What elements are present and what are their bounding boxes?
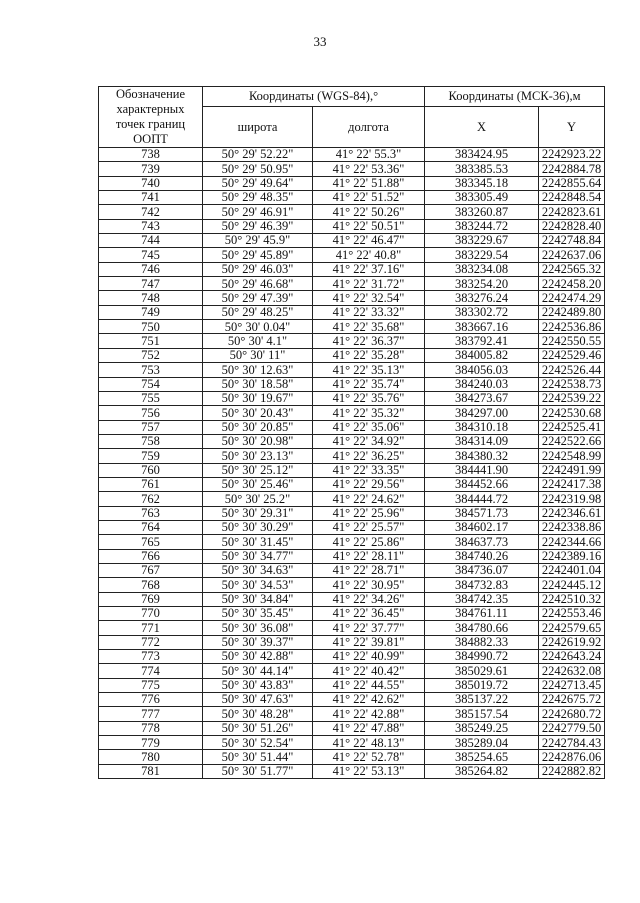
- cell-longitude: 41° 22' 33.35": [313, 463, 425, 477]
- cell-x: 384441.90: [425, 463, 539, 477]
- cell-point-id: 775: [99, 678, 203, 692]
- cell-x: 383667.16: [425, 320, 539, 334]
- cell-latitude: 50° 30' 36.08": [203, 621, 313, 635]
- cell-longitude: 41° 22' 47.88": [313, 721, 425, 735]
- table-row: [99, 549, 605, 563]
- cell-latitude: 50° 30' 12.63": [203, 363, 313, 377]
- cell-point-id: 779: [99, 736, 203, 750]
- cell-y: 2242536.86: [539, 320, 605, 334]
- cell-point-id: 774: [99, 664, 203, 678]
- cell-latitude: 50° 30' 25.12": [203, 463, 313, 477]
- table-row: [99, 219, 605, 233]
- cell-point-id: 739: [99, 162, 203, 176]
- cell-longitude: 41° 22' 36.45": [313, 607, 425, 621]
- cell-longitude: 41° 22' 34.26": [313, 592, 425, 606]
- table-row: [99, 492, 605, 506]
- cell-y: 2242489.80: [539, 305, 605, 319]
- cell-longitude: 41° 22' 37.16": [313, 262, 425, 276]
- cell-latitude: 50° 29' 45.89": [203, 248, 313, 262]
- cell-x: 384380.32: [425, 449, 539, 463]
- cell-x: 385264.82: [425, 764, 539, 778]
- cell-x: 384005.82: [425, 348, 539, 362]
- cell-x: 384056.03: [425, 363, 539, 377]
- cell-x: 385254.65: [425, 750, 539, 764]
- cell-longitude: 41° 22' 32.54": [313, 291, 425, 305]
- cell-latitude: 50° 29' 47.39": [203, 291, 313, 305]
- table-row: [99, 563, 605, 577]
- cell-y: 2242525.41: [539, 420, 605, 434]
- cell-latitude: 50° 29' 52.22": [203, 148, 313, 162]
- cell-latitude: 50° 30' 29.31": [203, 506, 313, 520]
- cell-x: 383792.41: [425, 334, 539, 348]
- cell-x: 383260.87: [425, 205, 539, 219]
- cell-latitude: 50° 30' 51.77": [203, 764, 313, 778]
- cell-x: 384761.11: [425, 607, 539, 621]
- table-row: [99, 348, 605, 362]
- cell-y: 2242319.98: [539, 492, 605, 506]
- cell-longitude: 41° 22' 31.72": [313, 277, 425, 291]
- cell-point-id: 738: [99, 148, 203, 162]
- cell-y: 2242876.06: [539, 750, 605, 764]
- cell-point-id: 744: [99, 234, 203, 248]
- header-point-designation: Обозначение характерных точек границ ООПТ: [99, 87, 203, 148]
- cell-longitude: 41° 22' 35.13": [313, 363, 425, 377]
- cell-y: 2242643.24: [539, 650, 605, 664]
- cell-latitude: 50° 30' 25.46": [203, 477, 313, 491]
- cell-x: 384780.66: [425, 621, 539, 635]
- cell-point-id: 745: [99, 248, 203, 262]
- table-row: [99, 391, 605, 405]
- cell-y: 2242855.64: [539, 176, 605, 190]
- table-row: [99, 750, 605, 764]
- cell-y: 2242401.04: [539, 563, 605, 577]
- cell-y: 2242417.38: [539, 477, 605, 491]
- cell-x: 384732.83: [425, 578, 539, 592]
- cell-point-id: 773: [99, 650, 203, 664]
- cell-latitude: 50° 30' 43.83": [203, 678, 313, 692]
- cell-point-id: 751: [99, 334, 203, 348]
- cell-point-id: 742: [99, 205, 203, 219]
- cell-latitude: 50° 30' 51.26": [203, 721, 313, 735]
- cell-longitude: 41° 22' 40.8": [313, 248, 425, 262]
- cell-x: 383385.53: [425, 162, 539, 176]
- cell-point-id: 740: [99, 176, 203, 190]
- cell-x: 384310.18: [425, 420, 539, 434]
- cell-x: 385029.61: [425, 664, 539, 678]
- cell-x: 383276.24: [425, 291, 539, 305]
- cell-point-id: 757: [99, 420, 203, 434]
- header-x: X: [425, 107, 539, 148]
- cell-y: 2242389.16: [539, 549, 605, 563]
- cell-point-id: 754: [99, 377, 203, 391]
- cell-latitude: 50° 29' 48.25": [203, 305, 313, 319]
- table-row: [99, 621, 605, 635]
- cell-point-id: 771: [99, 621, 203, 635]
- cell-y: 2242445.12: [539, 578, 605, 592]
- table-header: [99, 87, 605, 148]
- cell-point-id: 750: [99, 320, 203, 334]
- cell-longitude: 41° 22' 36.25": [313, 449, 425, 463]
- header-longitude: долгота: [313, 107, 425, 148]
- cell-point-id: 753: [99, 363, 203, 377]
- cell-y: 2242637.06: [539, 248, 605, 262]
- cell-point-id: 758: [99, 434, 203, 448]
- cell-latitude: 50° 30' 0.04": [203, 320, 313, 334]
- cell-y: 2242882.82: [539, 764, 605, 778]
- cell-longitude: 41° 22' 28.71": [313, 563, 425, 577]
- table-row: [99, 191, 605, 205]
- page-number: 33: [313, 34, 327, 49]
- cell-y: 2242579.65: [539, 621, 605, 635]
- cell-y: 2242553.46: [539, 607, 605, 621]
- cell-latitude: 50° 30' 34.53": [203, 578, 313, 592]
- table-row: [99, 248, 605, 262]
- cell-point-id: 767: [99, 563, 203, 577]
- cell-longitude: 41° 22' 25.57": [313, 520, 425, 534]
- cell-point-id: 748: [99, 291, 203, 305]
- cell-latitude: 50° 30' 11": [203, 348, 313, 362]
- cell-point-id: 766: [99, 549, 203, 563]
- cell-point-id: 768: [99, 578, 203, 592]
- cell-y: 2242530.68: [539, 406, 605, 420]
- cell-longitude: 41° 22' 40.42": [313, 664, 425, 678]
- cell-x: 383244.72: [425, 219, 539, 233]
- table-row: [99, 277, 605, 291]
- cell-point-id: 761: [99, 477, 203, 491]
- cell-longitude: 41° 22' 55.3": [313, 148, 425, 162]
- cell-point-id: 755: [99, 391, 203, 405]
- table-row: [99, 736, 605, 750]
- cell-latitude: 50° 30' 34.84": [203, 592, 313, 606]
- cell-x: 383234.08: [425, 262, 539, 276]
- cell-point-id: 762: [99, 492, 203, 506]
- cell-x: 383302.72: [425, 305, 539, 319]
- cell-latitude: 50° 30' 34.63": [203, 563, 313, 577]
- table-row: [99, 176, 605, 190]
- cell-point-id: 778: [99, 721, 203, 735]
- cell-latitude: 50° 29' 46.03": [203, 262, 313, 276]
- cell-x: 383229.54: [425, 248, 539, 262]
- cell-x: 385019.72: [425, 678, 539, 692]
- cell-x: 385249.25: [425, 721, 539, 735]
- cell-x: 383254.20: [425, 277, 539, 291]
- table-row: [99, 535, 605, 549]
- cell-x: 383424.95: [425, 148, 539, 162]
- cell-y: 2242713.45: [539, 678, 605, 692]
- cell-y: 2242458.20: [539, 277, 605, 291]
- cell-latitude: 50° 29' 46.91": [203, 205, 313, 219]
- table-row: [99, 420, 605, 434]
- cell-longitude: 41° 22' 29.56": [313, 477, 425, 491]
- cell-latitude: 50° 30' 4.1": [203, 334, 313, 348]
- cell-longitude: 41° 22' 52.78": [313, 750, 425, 764]
- cell-latitude: 50° 30' 30.29": [203, 520, 313, 534]
- cell-latitude: 50° 30' 39.37": [203, 635, 313, 649]
- table-row: [99, 721, 605, 735]
- cell-x: 384740.26: [425, 549, 539, 563]
- table-row: [99, 506, 605, 520]
- cell-longitude: 41° 22' 46.47": [313, 234, 425, 248]
- table-row: [99, 363, 605, 377]
- cell-longitude: 41° 22' 50.51": [313, 219, 425, 233]
- cell-x: 384736.07: [425, 563, 539, 577]
- cell-point-id: 780: [99, 750, 203, 764]
- cell-y: 2242923.22: [539, 148, 605, 162]
- cell-latitude: 50° 30' 25.2": [203, 492, 313, 506]
- table-row: [99, 162, 605, 176]
- cell-x: 384240.03: [425, 377, 539, 391]
- cell-longitude: 41° 22' 53.36": [313, 162, 425, 176]
- table-row: [99, 477, 605, 491]
- table-row: [99, 262, 605, 276]
- cell-point-id: 777: [99, 707, 203, 721]
- header-msk36: Координаты (МСК-36),м: [425, 87, 605, 107]
- cell-latitude: 50° 30' 34.77": [203, 549, 313, 563]
- cell-x: 384882.33: [425, 635, 539, 649]
- cell-y: 2242538.73: [539, 377, 605, 391]
- cell-y: 2242675.72: [539, 693, 605, 707]
- cell-latitude: 50° 30' 35.45": [203, 607, 313, 621]
- coordinates-table: [98, 86, 605, 779]
- cell-longitude: 41° 22' 39.81": [313, 635, 425, 649]
- cell-y: 2242529.46: [539, 348, 605, 362]
- cell-longitude: 41° 22' 44.55": [313, 678, 425, 692]
- table-row: [99, 291, 605, 305]
- cell-y: 2242522.66: [539, 434, 605, 448]
- cell-point-id: 752: [99, 348, 203, 362]
- table-row: [99, 234, 605, 248]
- cell-y: 2242632.08: [539, 664, 605, 678]
- cell-latitude: 50° 29' 46.68": [203, 277, 313, 291]
- header-wgs84: Координаты (WGS-84),°: [203, 87, 425, 107]
- table-row: [99, 334, 605, 348]
- table-row: [99, 449, 605, 463]
- cell-longitude: 41° 22' 30.95": [313, 578, 425, 592]
- cell-longitude: 41° 22' 40.99": [313, 650, 425, 664]
- cell-point-id: 764: [99, 520, 203, 534]
- cell-x: 385289.04: [425, 736, 539, 750]
- cell-y: 2242338.86: [539, 520, 605, 534]
- cell-y: 2242550.55: [539, 334, 605, 348]
- table-row: [99, 607, 605, 621]
- header-y: Y: [539, 107, 605, 148]
- cell-y: 2242565.32: [539, 262, 605, 276]
- cell-y: 2242344.66: [539, 535, 605, 549]
- table-row: [99, 592, 605, 606]
- table-row: [99, 520, 605, 534]
- cell-longitude: 41° 22' 51.88": [313, 176, 425, 190]
- cell-latitude: 50° 30' 52.54": [203, 736, 313, 750]
- cell-y: 2242748.84: [539, 234, 605, 248]
- cell-longitude: 41° 22' 25.96": [313, 506, 425, 520]
- cell-x: 385137.22: [425, 693, 539, 707]
- cell-latitude: 50° 29' 50.95": [203, 162, 313, 176]
- cell-longitude: 41° 22' 34.92": [313, 434, 425, 448]
- cell-x: 384297.00: [425, 406, 539, 420]
- table-body: [99, 148, 605, 779]
- cell-longitude: 41° 22' 37.77": [313, 621, 425, 635]
- cell-longitude: 41° 22' 50.26": [313, 205, 425, 219]
- cell-latitude: 50° 29' 45.9": [203, 234, 313, 248]
- cell-longitude: 41° 22' 36.37": [313, 334, 425, 348]
- cell-longitude: 41° 22' 48.13": [313, 736, 425, 750]
- cell-longitude: 41° 22' 35.68": [313, 320, 425, 334]
- table-row: [99, 434, 605, 448]
- cell-point-id: 741: [99, 191, 203, 205]
- cell-point-id: 770: [99, 607, 203, 621]
- cell-latitude: 50° 30' 44.14": [203, 664, 313, 678]
- cell-latitude: 50° 30' 47.63": [203, 693, 313, 707]
- cell-longitude: 41° 22' 35.76": [313, 391, 425, 405]
- cell-y: 2242784.43: [539, 736, 605, 750]
- cell-y: 2242346.61: [539, 506, 605, 520]
- cell-x: 385157.54: [425, 707, 539, 721]
- cell-latitude: 50° 30' 18.58": [203, 377, 313, 391]
- cell-latitude: 50° 30' 42.88": [203, 650, 313, 664]
- cell-point-id: 772: [99, 635, 203, 649]
- cell-y: 2242510.32: [539, 592, 605, 606]
- cell-point-id: 776: [99, 693, 203, 707]
- table-row: [99, 320, 605, 334]
- cell-point-id: 769: [99, 592, 203, 606]
- cell-x: 384273.67: [425, 391, 539, 405]
- cell-latitude: 50° 29' 46.39": [203, 219, 313, 233]
- table-row: [99, 678, 605, 692]
- table-row: [99, 693, 605, 707]
- cell-latitude: 50° 30' 23.13": [203, 449, 313, 463]
- cell-x: 384637.73: [425, 535, 539, 549]
- cell-longitude: 41° 22' 35.74": [313, 377, 425, 391]
- table-row: [99, 406, 605, 420]
- cell-x: 384444.72: [425, 492, 539, 506]
- cell-y: 2242474.29: [539, 291, 605, 305]
- cell-y: 2242779.50: [539, 721, 605, 735]
- cell-point-id: 749: [99, 305, 203, 319]
- cell-latitude: 50° 30' 20.43": [203, 406, 313, 420]
- table-row: [99, 305, 605, 319]
- cell-point-id: 743: [99, 219, 203, 233]
- cell-latitude: 50° 30' 19.67": [203, 391, 313, 405]
- cell-y: 2242884.78: [539, 162, 605, 176]
- cell-x: 383345.18: [425, 176, 539, 190]
- cell-latitude: 50° 30' 51.44": [203, 750, 313, 764]
- table-row: [99, 578, 605, 592]
- table-row: [99, 707, 605, 721]
- cell-x: 384314.09: [425, 434, 539, 448]
- cell-y: 2242828.40: [539, 219, 605, 233]
- cell-point-id: 746: [99, 262, 203, 276]
- cell-longitude: 41° 22' 53.13": [313, 764, 425, 778]
- cell-longitude: 41° 22' 33.32": [313, 305, 425, 319]
- cell-point-id: 765: [99, 535, 203, 549]
- cell-y: 2242823.61: [539, 205, 605, 219]
- table-row: [99, 664, 605, 678]
- cell-latitude: 50° 30' 20.98": [203, 434, 313, 448]
- table-row: [99, 377, 605, 391]
- cell-point-id: 759: [99, 449, 203, 463]
- cell-y: 2242548.99: [539, 449, 605, 463]
- cell-point-id: 763: [99, 506, 203, 520]
- cell-longitude: 41° 22' 28.11": [313, 549, 425, 563]
- cell-latitude: 50° 29' 48.35": [203, 191, 313, 205]
- table-row: [99, 148, 605, 162]
- table-row: [99, 463, 605, 477]
- cell-latitude: 50° 29' 49.64": [203, 176, 313, 190]
- cell-longitude: 41° 22' 51.52": [313, 191, 425, 205]
- cell-latitude: 50° 30' 31.45": [203, 535, 313, 549]
- cell-y: 2242526.44: [539, 363, 605, 377]
- cell-y: 2242539.22: [539, 391, 605, 405]
- cell-longitude: 41° 22' 42.88": [313, 707, 425, 721]
- cell-x: 384452.66: [425, 477, 539, 491]
- cell-point-id: 756: [99, 406, 203, 420]
- cell-y: 2242848.54: [539, 191, 605, 205]
- cell-point-id: 747: [99, 277, 203, 291]
- cell-x: 384742.35: [425, 592, 539, 606]
- table-row: [99, 650, 605, 664]
- cell-longitude: 41° 22' 24.62": [313, 492, 425, 506]
- cell-longitude: 41° 22' 42.62": [313, 693, 425, 707]
- cell-x: 383305.49: [425, 191, 539, 205]
- cell-x: 384602.17: [425, 520, 539, 534]
- cell-latitude: 50° 30' 48.28": [203, 707, 313, 721]
- cell-longitude: 41° 22' 25.86": [313, 535, 425, 549]
- cell-point-id: 760: [99, 463, 203, 477]
- table-row: [99, 635, 605, 649]
- cell-latitude: 50° 30' 20.85": [203, 420, 313, 434]
- cell-x: 384571.73: [425, 506, 539, 520]
- cell-longitude: 41° 22' 35.06": [313, 420, 425, 434]
- cell-x: 384990.72: [425, 650, 539, 664]
- cell-x: 383229.67: [425, 234, 539, 248]
- table-row: [99, 764, 605, 778]
- cell-longitude: 41° 22' 35.28": [313, 348, 425, 362]
- cell-y: 2242491.99: [539, 463, 605, 477]
- cell-y: 2242680.72: [539, 707, 605, 721]
- cell-longitude: 41° 22' 35.32": [313, 406, 425, 420]
- header-latitude: широта: [203, 107, 313, 148]
- table-row: [99, 205, 605, 219]
- cell-y: 2242619.92: [539, 635, 605, 649]
- cell-point-id: 781: [99, 764, 203, 778]
